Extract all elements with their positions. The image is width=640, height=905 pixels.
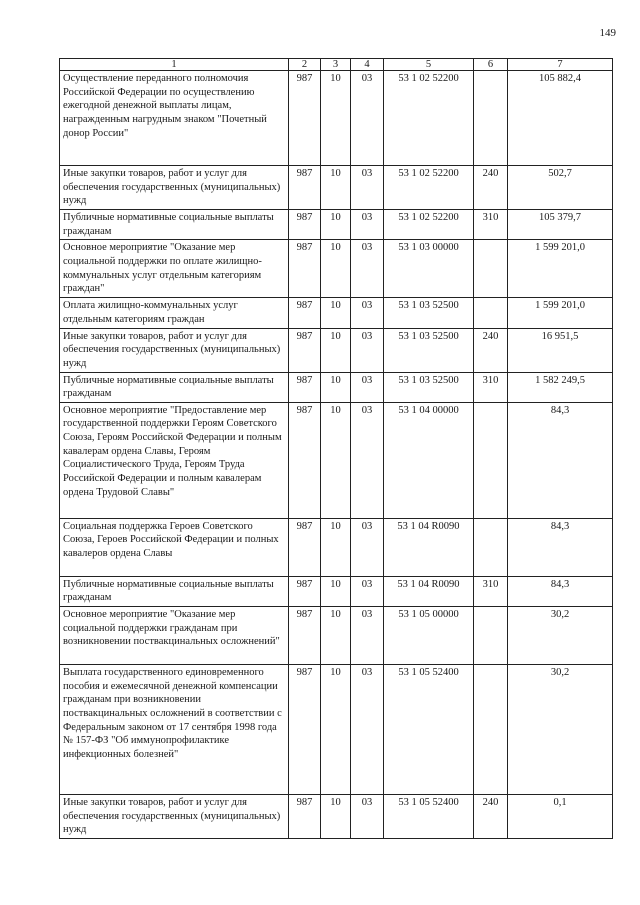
section-code-cell: 10 [321, 795, 351, 839]
column-header: 7 [508, 59, 613, 71]
expense-type-cell: 310 [474, 210, 508, 240]
subsection-code-cell: 03 [351, 210, 384, 240]
table-row [60, 607, 613, 665]
table-row [60, 372, 613, 402]
expense-type-cell [474, 240, 508, 298]
department-code-cell: 987 [289, 576, 321, 606]
section-code-cell: 10 [321, 210, 351, 240]
subsection-code-cell: 03 [351, 372, 384, 402]
table-row [60, 240, 613, 298]
subsection-code-cell: 03 [351, 240, 384, 298]
section-code-cell: 10 [321, 518, 351, 576]
section-code-cell: 10 [321, 576, 351, 606]
column-header: 3 [321, 59, 351, 71]
section-code-cell: 10 [321, 665, 351, 795]
section-code-cell: 10 [321, 240, 351, 298]
table-row [60, 71, 613, 166]
expense-type-cell: 310 [474, 576, 508, 606]
department-code-cell: 987 [289, 166, 321, 210]
target-article-cell: 53 1 05 52400 [384, 665, 474, 795]
target-article-cell: 53 1 02 52200 [384, 210, 474, 240]
subsection-code-cell: 03 [351, 328, 384, 372]
amount-cell: 502,7 [508, 166, 613, 210]
table-row [60, 298, 613, 328]
amount-cell: 105 379,7 [508, 210, 613, 240]
table-row [60, 402, 613, 518]
column-header: 6 [474, 59, 508, 71]
expense-type-cell [474, 71, 508, 166]
expense-type-cell [474, 665, 508, 795]
expense-type-cell: 240 [474, 795, 508, 839]
amount-cell: 16 951,5 [508, 328, 613, 372]
section-code-cell: 10 [321, 328, 351, 372]
section-code-cell: 10 [321, 402, 351, 518]
table-row [60, 795, 613, 839]
target-article-cell: 53 1 04 R0090 [384, 518, 474, 576]
expense-name-cell: Иные закупки товаров, работ и услуг для обеспечения государственных (муниципальных) нужд [60, 328, 289, 372]
amount-cell: 30,2 [508, 607, 613, 665]
department-code-cell: 987 [289, 402, 321, 518]
page-number: 149 [599, 27, 616, 39]
expense-type-cell [474, 298, 508, 328]
section-code-cell: 10 [321, 298, 351, 328]
subsection-code-cell: 03 [351, 298, 384, 328]
expense-name-cell: Иные закупки товаров, работ и услуг для обеспечения государственных (муниципальных) нужд [60, 166, 289, 210]
expense-name-cell: Основное мероприятие "Оказание мер социальной поддержки гражданам при возникновении поствакцинальных осложнений" [60, 607, 289, 665]
target-article-cell: 53 1 04 R0090 [384, 576, 474, 606]
expense-name-cell: Оплата жилищно-коммунальных услуг отдельным категориям граждан [60, 298, 289, 328]
expense-name-cell: Иные закупки товаров, работ и услуг для обеспечения государственных (муниципальных) нужд [60, 795, 289, 839]
table-row [60, 166, 613, 210]
subsection-code-cell: 03 [351, 607, 384, 665]
amount-cell: 84,3 [508, 576, 613, 606]
department-code-cell: 987 [289, 795, 321, 839]
target-article-cell: 53 1 03 00000 [384, 240, 474, 298]
department-code-cell: 987 [289, 328, 321, 372]
target-article-cell: 53 1 03 52500 [384, 372, 474, 402]
expense-name-cell: Основное мероприятие "Оказание мер социальной поддержки по оплате жилищно-коммунальных услуг отдельным категориям граждан" [60, 240, 289, 298]
column-header: 5 [384, 59, 474, 71]
target-article-cell: 53 1 03 52500 [384, 298, 474, 328]
expense-name-cell: Выплата государственного единовременного пособия и ежемесячной денежной компенсации гражданам при возникновении поствакцинальных осложнений в соответствии с Федеральным законом от 17 сентября 1998 года № 157-ФЗ "Об иммунопрофилактике инфекционных болезней" [60, 665, 289, 795]
expense-type-cell: 310 [474, 372, 508, 402]
expense-type-cell: 240 [474, 166, 508, 210]
subsection-code-cell: 03 [351, 166, 384, 210]
target-article-cell: 53 1 05 00000 [384, 607, 474, 665]
amount-cell: 1 599 201,0 [508, 298, 613, 328]
subsection-code-cell: 03 [351, 71, 384, 166]
expense-type-cell [474, 607, 508, 665]
section-code-cell: 10 [321, 166, 351, 210]
column-header: 2 [289, 59, 321, 71]
header-row [60, 59, 613, 71]
target-article-cell: 53 1 03 52500 [384, 328, 474, 372]
expense-type-cell [474, 518, 508, 576]
subsection-code-cell: 03 [351, 402, 384, 518]
table-row [60, 665, 613, 795]
column-header: 4 [351, 59, 384, 71]
department-code-cell: 987 [289, 298, 321, 328]
budget-table [59, 58, 613, 839]
department-code-cell: 987 [289, 240, 321, 298]
table-row [60, 328, 613, 372]
department-code-cell: 987 [289, 71, 321, 166]
table-row [60, 210, 613, 240]
subsection-code-cell: 03 [351, 795, 384, 839]
section-code-cell: 10 [321, 607, 351, 665]
target-article-cell: 53 1 04 00000 [384, 402, 474, 518]
section-code-cell: 10 [321, 71, 351, 166]
expense-name-cell: Публичные нормативные социальные выплаты гражданам [60, 372, 289, 402]
amount-cell: 1 599 201,0 [508, 240, 613, 298]
expense-name-cell: Осуществление переданного полномочия Российской Федерации по осуществлению ежегодной денежной выплаты лицам, награжденным нагрудным знаком "Почетный донор России" [60, 71, 289, 166]
target-article-cell: 53 1 05 52400 [384, 795, 474, 839]
amount-cell: 84,3 [508, 402, 613, 518]
expense-type-cell: 240 [474, 328, 508, 372]
department-code-cell: 987 [289, 607, 321, 665]
section-code-cell: 10 [321, 372, 351, 402]
subsection-code-cell: 03 [351, 665, 384, 795]
subsection-code-cell: 03 [351, 518, 384, 576]
target-article-cell: 53 1 02 52200 [384, 166, 474, 210]
amount-cell: 84,3 [508, 518, 613, 576]
table-row [60, 576, 613, 606]
expense-name-cell: Основное мероприятие "Предоставление мер государственной поддержки Героям Советского Союза, Героям Российской Федерации и полным кавалерам ордена Славы, Героям Социалистического Труда, Героям Труда Российской Федерации и полным кавалерам ордена Трудовой Славы" [60, 402, 289, 518]
department-code-cell: 987 [289, 518, 321, 576]
amount-cell: 30,2 [508, 665, 613, 795]
expense-name-cell: Публичные нормативные социальные выплаты гражданам [60, 576, 289, 606]
department-code-cell: 987 [289, 372, 321, 402]
expense-name-cell: Публичные нормативные социальные выплаты гражданам [60, 210, 289, 240]
amount-cell: 105 882,4 [508, 71, 613, 166]
expense-name-cell: Социальная поддержка Героев Советского Союза, Героев Российской Федерации и полных кавалеров ордена Славы [60, 518, 289, 576]
amount-cell: 0,1 [508, 795, 613, 839]
column-header: 1 [60, 59, 289, 71]
table-row [60, 518, 613, 576]
department-code-cell: 987 [289, 210, 321, 240]
department-code-cell: 987 [289, 665, 321, 795]
expense-type-cell [474, 402, 508, 518]
amount-cell: 1 582 249,5 [508, 372, 613, 402]
subsection-code-cell: 03 [351, 576, 384, 606]
target-article-cell: 53 1 02 52200 [384, 71, 474, 166]
